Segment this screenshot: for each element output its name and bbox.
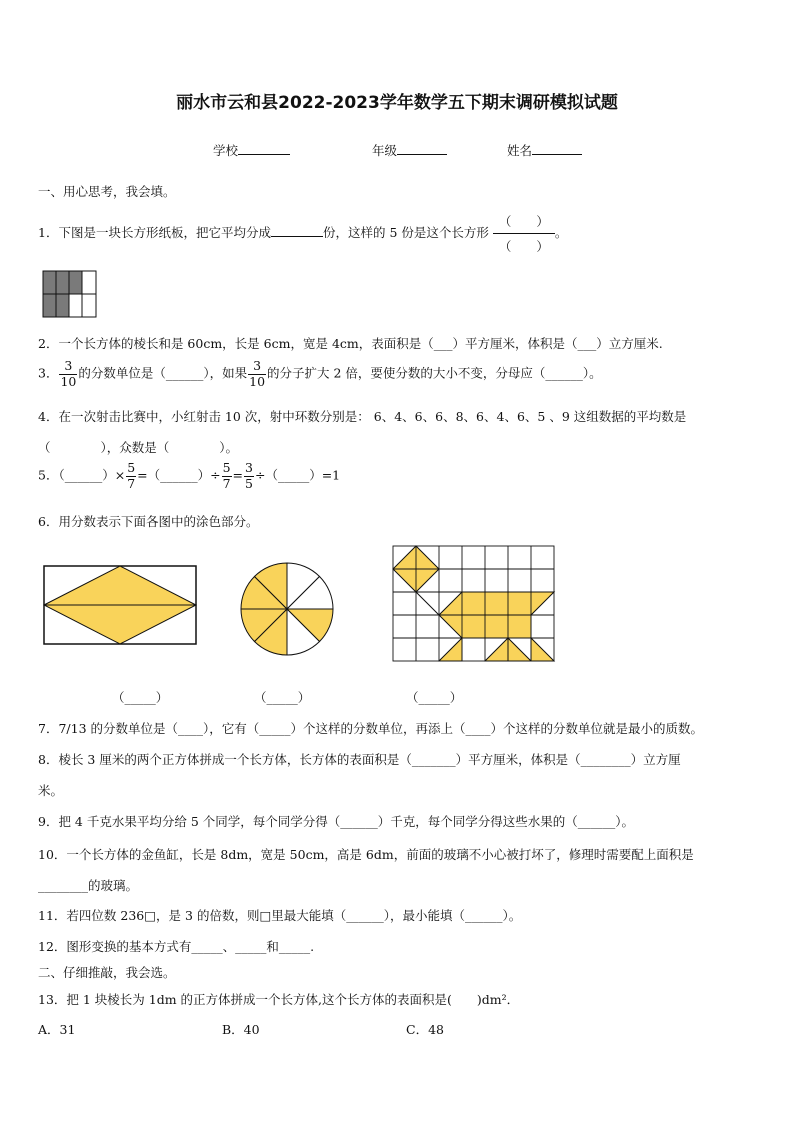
question-2: 2．一个长方体的棱长和是 60cm，长是 6cm，宽是 4cm，表面积是（___）平方厘米，体积是（___）立方厘米. <box>38 336 663 351</box>
q1-cell <box>43 271 56 294</box>
q1-cell <box>43 294 56 317</box>
question-1: 1．下图是一块长方形纸板，把它平均分成 份，这样的 5 份是这个长方形 （ ） （ ） 。 <box>38 214 568 254</box>
q6-blank-1[interactable]: （_____） <box>112 690 169 705</box>
q1-cell <box>82 271 96 294</box>
option-b[interactable]: B．40 <box>222 1022 260 1037</box>
question-6: 6．用分数表示下面各图中的涂色部分。 <box>38 514 259 529</box>
question-7: 7．7/13 的分数单位是（____），它有（_____）个这样的分数单位，再添上（____）个这样的分数单位就是最小的质数。 <box>38 721 703 736</box>
grid-shape-leg <box>485 638 508 661</box>
q1-fraction-blank[interactable]: （ ） （ ） <box>493 212 555 255</box>
name-blank[interactable] <box>532 141 582 155</box>
section-2-heading: 二、仔细推敲，我会选。 <box>38 965 176 980</box>
circle-figure <box>238 560 336 658</box>
question-12: 12．图形变换的基本方式有_____、_____和_____. <box>38 939 315 954</box>
grid-figure <box>392 545 560 668</box>
q6-blank-2[interactable]: （_____） <box>254 690 311 705</box>
section-1-heading: 一、用心思考，我会填。 <box>38 184 176 199</box>
q1-cell <box>69 271 82 294</box>
question-8-line1: 8．棱长 3 厘米的两个正方体拼成一个长方体，长方体的表面积是（_______）平方厘米，体积是（________）立方厘 <box>38 752 681 767</box>
q1-blank[interactable] <box>271 223 323 237</box>
grade-field: 年级 <box>372 141 447 159</box>
name-field: 姓名 <box>507 141 582 159</box>
q1-cell <box>56 271 69 294</box>
rhombus-figure <box>43 565 199 647</box>
option-c[interactable]: C．48 <box>406 1022 444 1037</box>
school-blank[interactable] <box>238 141 290 155</box>
question-4-line2: （ ），众数是（ ）。 <box>38 440 239 455</box>
grid-shape-leg <box>439 638 462 661</box>
q6-blank-3[interactable]: （_____） <box>406 690 463 705</box>
q1-rectangle-figure <box>42 270 98 320</box>
page-title: 丽水市云和县2022-2023学年数学五下期末调研模拟试题 <box>176 93 618 113</box>
option-a[interactable]: A．31 <box>38 1022 76 1037</box>
question-3: 3． $\frac{3}{10}$ 的分数单位是（______），如果 $\frac{3}{10}$ 的分子扩大 2 倍，要使分数的大小不变，分母应（______）。 <box>38 358 602 389</box>
question-5: 5．（______）× $\frac{5}{7}$ =（______）÷ $\frac{5}{7}$ = $\frac{3}{5}$ ÷（_____）=1 <box>38 460 341 491</box>
question-10-line2: ________的玻璃。 <box>38 878 139 893</box>
q1-cell <box>82 294 96 317</box>
grid-shape-leg <box>508 638 531 661</box>
question-13: 13．把 1 块棱长为 1dm 的正方体拼成一个长方体,这个长方体的表面积是( )dm²． <box>38 992 520 1007</box>
school-field: 学校 <box>213 141 290 159</box>
grade-blank[interactable] <box>397 141 447 155</box>
question-11: 11．若四位数 236□，是 3 的倍数，则□里最大能填（______），最小能填（______）。 <box>38 908 522 923</box>
question-9: 9．把 4 千克水果平均分给 5 个同学，每个同学分得（______）千克，每个同学分得这些水果的（______）。 <box>38 814 635 829</box>
q1-cell <box>56 294 69 317</box>
q1-cell <box>69 294 82 317</box>
question-8-line2: 米。 <box>38 783 64 798</box>
question-10-line1: 10．一个长方体的金鱼缸，长是 8dm，宽是 50cm，高是 6dm，前面的玻璃不小心被打坏了，修理时需要配上面积是 <box>38 847 694 862</box>
grid-shape-leg <box>531 638 554 661</box>
question-4-line1: 4．在一次射击比赛中，小红射击 10 次，射中环数分别是： 6、4、6、6、8、6、4、6、5 、9 这组数据的平均数是 <box>38 409 687 424</box>
